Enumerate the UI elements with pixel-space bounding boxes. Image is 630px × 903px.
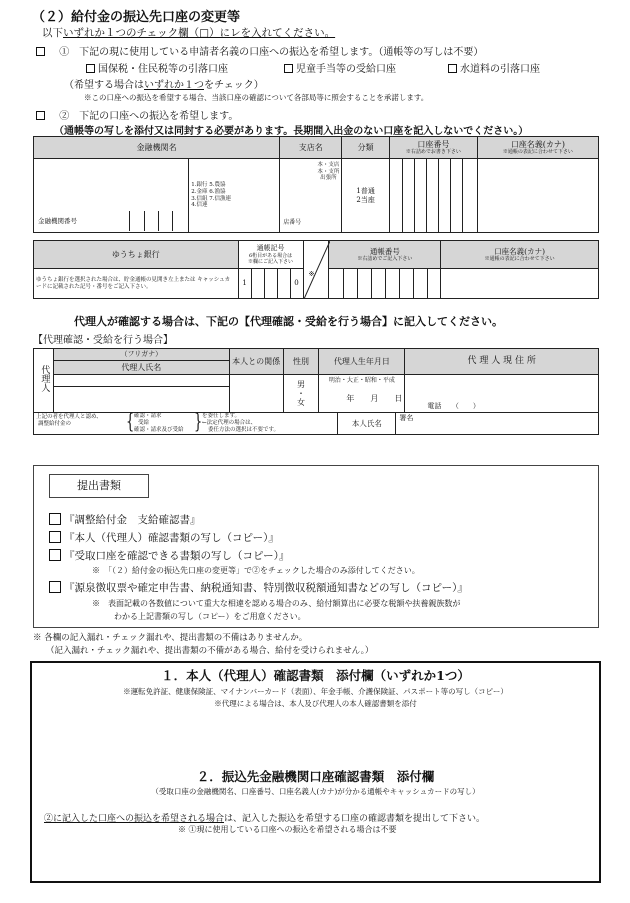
option1-sub2-checkbox[interactable] xyxy=(284,64,293,73)
type-cell[interactable] xyxy=(342,159,390,233)
bank-kind-cell xyxy=(189,159,280,233)
option1-note-u: いずれか１つ xyxy=(144,80,204,91)
instruction-underlined: いずれか１つのチェック欄（□）にレを入れてください。 xyxy=(63,27,336,39)
option2-label: ② 下記の口座への振込を希望します。 xyxy=(59,111,239,122)
doc-note-4a: ※ 表面記載の各数値について重大な相違を認める場合のみ、給付額算出に必要な税額や扶養親族数が xyxy=(92,599,461,608)
birth-eras: 明治・大正・昭和・平成 xyxy=(328,377,395,384)
section2-title: （２）給付金の振込先口座の変更等 xyxy=(32,10,241,25)
delegation-table xyxy=(33,412,599,435)
col-relation: 本人との関係 xyxy=(229,349,283,375)
option1-row xyxy=(36,43,483,58)
doc-item-1-label: 『調整給付金 支給確認書』 xyxy=(64,514,201,526)
proxy-bracket: 【代理確認・受給を行う場合】 xyxy=(33,335,173,346)
branch-kinds xyxy=(317,162,339,182)
yucho-digit-2[interactable] xyxy=(251,269,264,299)
attach2-line3: ※ ①現に使用している口座への振込を希望される場合は不要 xyxy=(178,825,397,834)
doc-item-3-label: 『受取口座を確認できる書類の写し（コピー）』 xyxy=(64,550,290,562)
option1-checkbox[interactable] xyxy=(36,47,45,56)
option1-sub3 xyxy=(448,60,540,75)
option1-sub2-label: 児童手当等の受給口座 xyxy=(296,64,396,75)
yucho-holder-label: 口座名義(カナ) xyxy=(494,247,546,256)
attach2-line1: （受取口座の金融機関名、口座番号、口座名義人(カナ)が分かる通帳やキャッシュカードの写し） xyxy=(151,787,480,796)
yucho-divider xyxy=(303,241,329,299)
option1-sub3-checkbox[interactable] xyxy=(448,64,457,73)
proxy-name-input[interactable] xyxy=(53,387,229,413)
section2-instruction xyxy=(42,25,335,40)
option1-note xyxy=(64,76,264,91)
col-account-number xyxy=(389,137,477,159)
address-input[interactable] xyxy=(405,375,599,413)
bank-kind-4: 4.信連 xyxy=(191,202,208,209)
doc-note-3: ※ 「（２）給付金の振込先口座の変更等」で②をチェックした場合のみ添付してください。 xyxy=(92,566,420,575)
proxy-side-text: 代理人 xyxy=(39,364,50,392)
yucho-digit-4[interactable] xyxy=(277,269,290,299)
doc-item-1-checkbox[interactable] xyxy=(49,513,61,525)
doc-item-4-checkbox[interactable] xyxy=(49,581,61,593)
col-yucho-number xyxy=(329,241,441,269)
doc-item-2-checkbox[interactable] xyxy=(49,531,61,543)
principal-label: 本人氏名 xyxy=(338,413,396,435)
attach2-line2-rest: は、記入した振込を希望する口座の確認書類を提出して下さい。 xyxy=(224,814,486,824)
doc-item-3-checkbox[interactable] xyxy=(49,549,61,561)
option2-row xyxy=(36,107,238,122)
yucho-symbol-label: 通帳記号 xyxy=(256,244,285,253)
delegation-tail xyxy=(202,413,279,434)
option1-sub1 xyxy=(86,60,228,75)
doc-item-4 xyxy=(49,580,468,595)
branch-code-label: 店番号 xyxy=(283,218,302,226)
branch-kind-1: 本・支店 xyxy=(317,162,340,168)
yucho-title: ゆうちょ銀行 xyxy=(34,241,239,269)
option1-sub3-label: 水道料の引落口座 xyxy=(460,64,540,75)
option1-label: ① 下記の現に使用している申請者名義の口座への振込を希望します。（通帳等の写しは不要） xyxy=(59,47,484,58)
col-birth: 代理人生年月日 xyxy=(319,349,405,375)
proxy-heading: 代理人が確認する場合は、下記の【代理確認・受給を行う場合】に記入してください。 xyxy=(74,315,503,328)
col-address: 代 理 人 現 住 所 xyxy=(405,349,599,375)
delegation-opt-confirm[interactable]: 確認・請求 xyxy=(134,413,162,419)
bank-kind-3: 3.信組 7.信漁連 xyxy=(191,195,231,202)
documents-title: 提出書類 xyxy=(49,474,149,498)
col-yucho-symbol xyxy=(238,241,303,269)
yucho-number-label: 通帳番号 xyxy=(369,247,400,256)
option2-checkbox[interactable] xyxy=(36,111,45,120)
yucho-note: ゆうちょ銀行を選択された場合は、貯金通帳の見開き左上または キャッシュカードに記載された記号・番号をご記入下さい。 xyxy=(34,269,239,299)
holder-name-cell[interactable] xyxy=(477,159,598,233)
delegation-tail3: 委任方法の選択は不要です。 xyxy=(208,426,280,433)
col-furigana: （フリガナ） xyxy=(53,349,229,361)
option1-note-post: をチェック） xyxy=(204,80,264,91)
instruction-pre: 以下 xyxy=(42,27,63,39)
diagonal-line xyxy=(304,241,330,299)
doc-item-1 xyxy=(49,512,201,527)
option2-note: （通帳等の写しを添付又は同封する必要があります。長期間入出金のない口座を記入しないでください。） xyxy=(54,126,529,137)
delegation-cell xyxy=(34,410,338,435)
gender-male: 男 xyxy=(297,379,306,389)
birth-input[interactable] xyxy=(319,375,405,413)
option1-sub2 xyxy=(284,60,396,75)
doc-item-2-label: 『本人（代理人）確認書類の写し（コピー）』 xyxy=(64,532,279,544)
delegation-opt-receive[interactable]: 受給 xyxy=(138,419,150,426)
proxy-side-label xyxy=(34,349,54,413)
col-holder-name xyxy=(477,137,598,159)
col-holder-note: ※通帳の表記に合わせて下さい xyxy=(502,149,573,156)
delegation-opt-both[interactable]: 確認・請求及び受給 xyxy=(134,426,184,433)
col-yucho-holder xyxy=(441,241,599,269)
col-holder-label: 口座名義(カナ) xyxy=(510,139,566,149)
branch-kind-3: 出張所 xyxy=(320,175,337,182)
delegation-line2: 調整給付金の xyxy=(38,421,72,427)
option1-sub1-checkbox[interactable] xyxy=(86,64,95,73)
doc-note-4b: わかる上記書類の写し（コピー）をご用意ください。 xyxy=(114,612,306,621)
col-bank-name: 金融機関名 xyxy=(34,137,280,159)
col-account-label: 口座番号 xyxy=(417,139,450,149)
proxy-table xyxy=(33,348,599,413)
doc-item-3 xyxy=(49,548,289,563)
birth-ymd: 年 月 日 xyxy=(346,394,403,404)
attach2-line2 xyxy=(44,811,485,824)
yucho-number-note: ※右詰めでご記入下さい xyxy=(357,256,413,262)
delegation-tail2: ←法定代理の場合は、 xyxy=(202,419,257,426)
gender-dot: ・ xyxy=(297,388,306,398)
branch-kind-2: 本・支所 xyxy=(317,168,340,175)
delegation-options[interactable] xyxy=(134,413,184,434)
col-gender: 性別 xyxy=(283,349,319,375)
bank-account-table xyxy=(33,136,599,233)
col-proxy-name: 代理人氏名 xyxy=(53,361,229,375)
furigana-input[interactable] xyxy=(53,375,229,387)
attach2-title: ２．振込先金融機関口座確認書類 添付欄 xyxy=(196,769,435,784)
yucho-digit-5 xyxy=(290,269,315,299)
relation-input[interactable] xyxy=(229,375,283,413)
attach2-line2-u: ②に記入した口座への振込を希望される場合 xyxy=(44,814,225,824)
gender-female: 女 xyxy=(297,398,306,408)
signature-label: 署名 xyxy=(399,414,414,422)
right-brace: } xyxy=(194,410,203,435)
signature-cell[interactable] xyxy=(396,413,599,435)
bank-kind-1: 1.銀行 5.農協 xyxy=(191,182,226,189)
bank-code-label: 金融機関番号 xyxy=(38,217,77,226)
bank-kind-2: 2.金庫 6.漁協 xyxy=(191,188,226,195)
doc-item-4-label: 『源泉徴収票や確定申告書、納税通知書、特別徴収税額通知書などの写し（コピー）』 xyxy=(64,582,468,594)
left-brace: { xyxy=(126,410,135,435)
gender-input[interactable] xyxy=(283,375,319,413)
yucho-table xyxy=(33,240,599,299)
bank-name-cell[interactable] xyxy=(34,159,189,233)
attach1-line1: ※運転免許証、健康保険証、マイナンバーカード（表面）、年金手帳、介護保険証、パスポート等の写し（コピー） xyxy=(123,687,508,696)
type-ordinary: 1普通 xyxy=(356,187,375,196)
yucho-symbol-note2: ※欄にご記入下さい xyxy=(248,258,294,265)
account-number-cell[interactable] xyxy=(389,159,477,233)
col-account-note: ※右詰めでお書き下さい xyxy=(405,149,461,156)
phone-label: 電話 （ ） xyxy=(427,401,480,410)
yucho-star-mark: ※ xyxy=(308,270,315,278)
yucho-holder-cell[interactable] xyxy=(441,269,599,299)
option1-consent: ※この口座への振込を希望する場合、当該口座の確認について各部局等に照会することを承諾します。 xyxy=(84,93,429,102)
col-type: 分類 xyxy=(342,137,390,159)
yucho-number-cell[interactable] xyxy=(329,269,441,299)
attach1-title: １．本人（代理人）確認書類 添付欄（いずれか1つ） xyxy=(161,668,470,683)
delegation-tail1: を委任します。 xyxy=(202,413,241,419)
yucho-digit-zero: 0 xyxy=(294,279,299,288)
yucho-digit-1: 1 xyxy=(238,269,251,299)
option1-note-pre: （希望する場合は xyxy=(64,80,144,91)
delegation-line1: 上記の者を代理人と認め、 xyxy=(36,414,102,420)
col-branch-name: 支店名 xyxy=(280,137,342,159)
bank-code-boxes[interactable] xyxy=(129,211,185,231)
yucho-digit-3[interactable] xyxy=(264,269,277,299)
type-current: 2当座 xyxy=(356,195,375,204)
check-note-2: （記入漏れ・チェック漏れや、提出書類の不備がある場合、給付を受けられません。） xyxy=(46,646,374,656)
attach1-line2: ※代理による場合は、本人及び代理人の本人確認書類を添付 xyxy=(214,699,417,708)
check-note-1: ※ 各欄の記入漏れ・チェック漏れや、提出書類の不備はありませんか。 xyxy=(33,633,308,643)
branch-cell[interactable] xyxy=(280,159,342,233)
option1-sub1-label: 国保税・住民税等の引落口座 xyxy=(98,64,228,75)
yucho-holder-note: ※通帳の表記に合わせて下さい xyxy=(484,256,555,262)
doc-item-2 xyxy=(49,530,279,545)
yucho-symbol-note1: 6桁目がある場合は xyxy=(248,252,293,259)
